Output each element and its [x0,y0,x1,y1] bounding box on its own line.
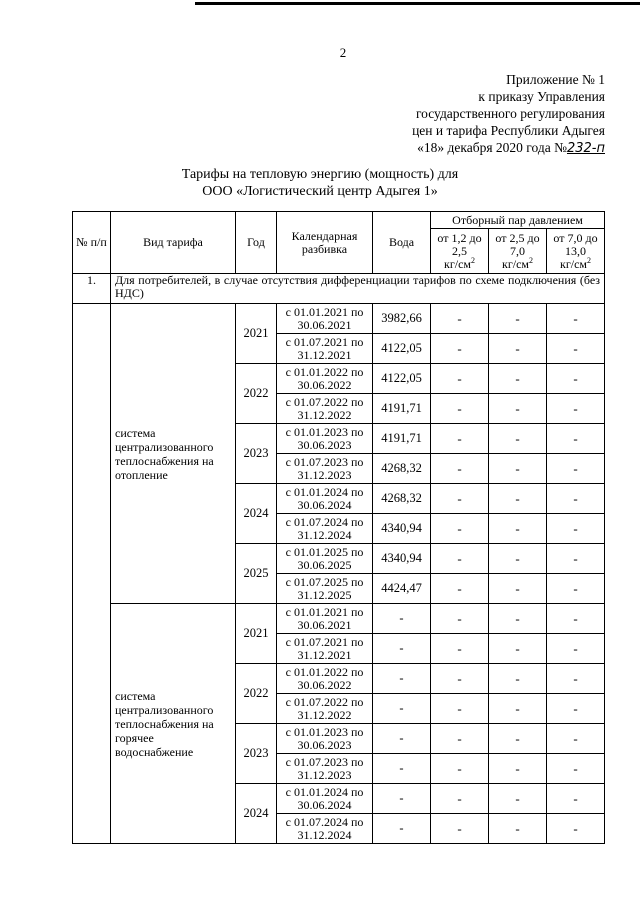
water-cell: 4268,32 [373,484,431,514]
steam-1-cell: - [431,634,489,664]
period-cell: с 01.07.2021 по 31.12.2021 [277,334,373,364]
steam-2-cell: - [489,754,547,784]
appendix-line-2: к приказу Управления [478,89,605,104]
period-cell: с 01.01.2023 по 30.06.2023 [277,724,373,754]
year-cell: 2025 [236,544,277,604]
steam-1-cell: - [431,544,489,574]
steam-2-cell: - [489,424,547,454]
period-cell: с 01.01.2023 по 30.06.2023 [277,424,373,454]
steam-1-cell: - [431,724,489,754]
header-steam-group: Отборный пар давлением [431,212,605,229]
row-number: 1. [73,274,111,304]
year-cell: 2023 [236,724,277,784]
tariff-type-cell: система централизованного теплоснабжения на горячее водоснабжение [111,604,236,844]
steam-1-cell: - [431,664,489,694]
steam-3-cell: - [547,604,605,634]
appendix-line-3: государственного регулирования [415,106,605,121]
top-rule [195,2,640,5]
steam-2-cell: - [489,574,547,604]
year-cell: 2021 [236,604,277,664]
steam-1-cell: - [431,394,489,424]
steam-2-cell: - [489,784,547,814]
steam-1-cell: - [431,364,489,394]
tariff-table [72,211,605,844]
period-cell: с 01.01.2024 по 30.06.2024 [277,784,373,814]
year-cell: 2024 [236,784,277,844]
water-cell: - [373,784,431,814]
period-cell: с 01.01.2021 по 30.06.2021 [277,604,373,634]
steam-1-cell: - [431,334,489,364]
header-steam-1: от 1,2 до 2,5 $кг/см^2$ [431,229,489,274]
steam-3-cell: - [547,334,605,364]
steam-2-cell: - [489,724,547,754]
steam-3-cell: - [547,394,605,424]
steam-1-cell: - [431,424,489,454]
title-line-2: ООО «Логистический центр Адыгея 1» [202,184,438,199]
steam-3-cell: - [547,724,605,754]
steam-3-cell: - [547,364,605,394]
steam-3-cell: - [547,664,605,694]
steam-2-cell: - [489,634,547,664]
steam-3-cell: - [547,424,605,454]
steam-3-cell: - [547,514,605,544]
tariff-row [73,604,605,634]
steam-3-cell: - [547,784,605,814]
period-cell: с 01.07.2023 по 31.12.2023 [277,754,373,784]
steam-1-cell: - [431,304,489,334]
appendix-line-1: Приложение № 1 [506,72,605,87]
water-cell: 4122,05 [373,334,431,364]
page-number: 2 [339,45,347,60]
header-year: Год [236,212,277,274]
title-line-1: Тарифы на тепловую энергию (мощность) для [181,167,459,182]
steam-3-cell: - [547,754,605,784]
steam-2-cell: - [489,514,547,544]
order-date: «18» декабря 2020 года № [417,140,567,155]
year-cell: 2021 [236,304,277,364]
steam-1-cell: - [431,814,489,844]
year-cell: 2022 [236,364,277,424]
water-cell: - [373,604,431,634]
header-tariff-type: Вид тарифа [111,212,236,274]
period-cell: с 01.07.2024 по 31.12.2024 [277,814,373,844]
water-cell: 4191,71 [373,424,431,454]
period-cell: с 01.07.2021 по 31.12.2021 [277,634,373,664]
header-num: № п/п [73,212,111,274]
steam-2-cell: - [489,454,547,484]
steam-1-cell: - [431,574,489,604]
steam-1-cell: - [431,514,489,544]
steam-1-cell: - [431,604,489,634]
water-cell: - [373,724,431,754]
steam-2-cell: - [489,694,547,724]
period-cell: с 01.07.2022 по 31.12.2022 [277,694,373,724]
steam-3-cell: - [547,814,605,844]
steam-1-cell: - [431,754,489,784]
header-steam-3: от 7,0 до 13,0 $кг/см^2$ [547,229,605,274]
steam-1-cell: - [431,694,489,724]
year-cell: 2022 [236,664,277,724]
water-cell: 4191,71 [373,394,431,424]
steam-3-cell: - [547,544,605,574]
steam-2-cell: - [489,604,547,634]
appendix-header [412,71,605,157]
category-row: Для потребителей, в случае отсутствия дифференциации тарифов по схеме подключения (без НДС) [111,274,605,304]
steam-3-cell: - [547,634,605,664]
tariff-row [73,304,605,334]
period-cell: с 01.07.2025 по 31.12.2025 [277,574,373,604]
appendix-line-5 [412,139,605,157]
year-cell: 2023 [236,424,277,484]
period-cell: с 01.01.2022 по 30.06.2022 [277,364,373,394]
tariff-type-cell: система централизованного теплоснабжения на отопление [111,304,236,604]
order-number-handwritten: 232-п [566,141,605,156]
steam-1-cell: - [431,484,489,514]
period-cell: с 01.01.2025 по 30.06.2025 [277,544,373,574]
header-steam-2: от 2,5 до 7,0 $кг/см^2$ [489,229,547,274]
header-water: Вода [373,212,431,274]
steam-2-cell: - [489,664,547,694]
steam-3-cell: - [547,484,605,514]
water-cell: - [373,754,431,784]
year-cell: 2024 [236,484,277,544]
water-cell: 4424,47 [373,574,431,604]
period-cell: с 01.07.2024 по 31.12.2024 [277,514,373,544]
steam-3-cell: - [547,454,605,484]
appendix-line-4: цен и тарифа Республики Адыгея [412,123,605,138]
water-cell: 4268,32 [373,454,431,484]
steam-1-cell: - [431,454,489,484]
steam-2-cell: - [489,304,547,334]
steam-2-cell: - [489,544,547,574]
steam-2-cell: - [489,484,547,514]
steam-2-cell: - [489,394,547,424]
water-cell: 3982,66 [373,304,431,334]
steam-3-cell: - [547,694,605,724]
period-cell: с 01.01.2022 по 30.06.2022 [277,664,373,694]
document-title [0,166,640,200]
steam-2-cell: - [489,814,547,844]
water-cell: 4340,94 [373,514,431,544]
water-cell: 4340,94 [373,544,431,574]
water-cell: 4122,05 [373,364,431,394]
period-cell: с 01.01.2024 по 30.06.2024 [277,484,373,514]
num-column-blank [73,304,111,844]
steam-1-cell: - [431,784,489,814]
steam-3-cell: - [547,574,605,604]
period-cell: с 01.07.2022 по 31.12.2022 [277,394,373,424]
water-cell: - [373,694,431,724]
period-cell: с 01.07.2023 по 31.12.2023 [277,454,373,484]
water-cell: - [373,634,431,664]
header-period: Календарная разбивка [277,212,373,274]
steam-2-cell: - [489,334,547,364]
steam-3-cell: - [547,304,605,334]
period-cell: с 01.01.2021 по 30.06.2021 [277,304,373,334]
water-cell: - [373,664,431,694]
water-cell: - [373,814,431,844]
steam-2-cell: - [489,364,547,394]
